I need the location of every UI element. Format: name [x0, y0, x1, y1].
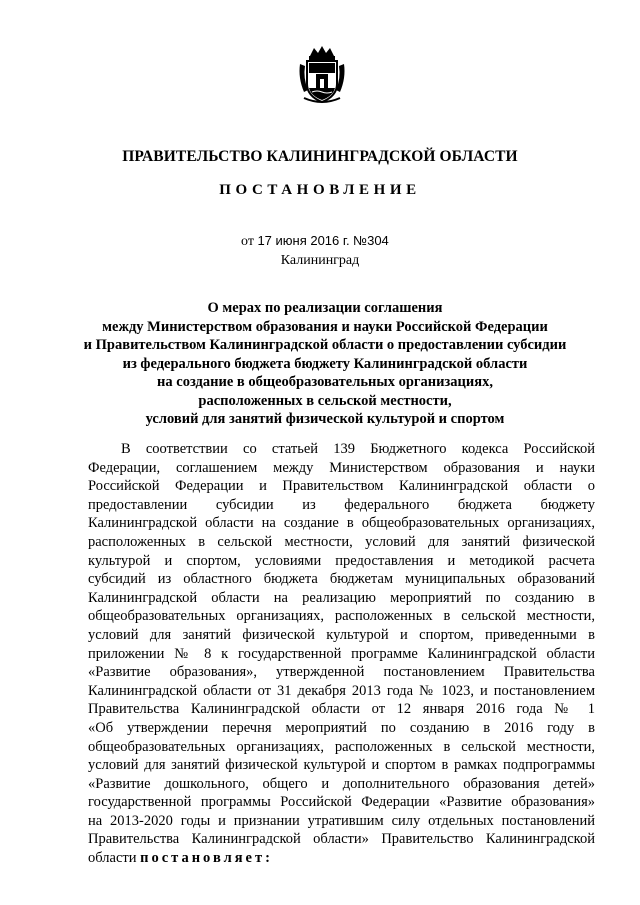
subject-line: и Правительством Калининградской области о предоставлении субсидии	[83, 337, 567, 353]
body-line: приложении № 8 к государственной программе Калининградской области	[88, 645, 595, 662]
body-line: В соответствии со статьей 139 Бюджетного кодекса Российской	[121, 441, 595, 457]
document-type: ПОСТАНОВЛЕНИЕ	[219, 182, 421, 198]
subject-line: на создание в общеобразовательных организациях,	[157, 374, 493, 390]
body-final-prefix: области	[88, 850, 137, 867]
body-line: Калининградской области на реализацию мероприятий по созданию в	[88, 589, 595, 606]
organization-name: ПРАВИТЕЛЬСТВО КАЛИНИНГРАДСКОЙ ОБЛАСТИ	[122, 148, 518, 165]
body-line: общеобразовательных организациях, расположенных в сельской местности,	[88, 608, 595, 625]
body-line: Калининградской области на создание в общеобразовательных организациях,	[88, 515, 595, 532]
body-line: Российской Федерации и Правительством Калининградской области о	[88, 478, 595, 495]
body-line: «Об утверждении перечня мероприятий по созданию в 2016 году в	[88, 719, 595, 736]
city-name: Калининград	[280, 253, 360, 268]
body-line: условий для занятий физической культурой и спортом, приведенными в	[88, 626, 595, 643]
date-number-line	[241, 233, 389, 250]
body-line: государственной программы Российской Федерации «Развитие образования»	[88, 794, 595, 811]
body-line: Федерации, соглашением между Министерством образования и науки	[88, 459, 595, 476]
body-line: Калининградской области от 31 декабря 2013 года № 1023, и постановлением	[88, 682, 595, 699]
subject-line: из федерального бюджета бюджету Калининградской области	[122, 355, 528, 372]
body-line: культурой и спортом, условиями предоставления и методикой расчета	[88, 552, 595, 569]
body-line: общеобразовательных организациях, расположенных в сельской местности,	[88, 738, 595, 755]
body-line: расположенных в сельской местности, условий для занятий физической	[88, 533, 595, 550]
body-line: на 2013-2020 годы и признании утратившим силу отдельных постановлений	[88, 812, 595, 829]
body-paragraph	[88, 440, 595, 868]
date-value: 17 июня 2016 г.	[257, 233, 350, 248]
resolves-verb: постановляет:	[140, 850, 273, 867]
subject-line: расположенных в сельской местности,	[198, 392, 452, 409]
body-line: условий для занятий физической культурой и спортом в рамках подпрограммы	[88, 757, 595, 774]
date-prefix: от	[241, 234, 254, 249]
document-number: №304	[353, 233, 389, 248]
body-final-line	[88, 849, 595, 868]
subject-line: между Министерством образования и науки Российской Федерации	[102, 318, 548, 335]
body-line: Правительства Калининградской области» Правительство Калининградской	[88, 831, 595, 848]
body-line: Правительства Калининградской области от 12 января 2016 года № 1	[88, 701, 595, 718]
subject-line: О мерах по реализации соглашения	[207, 300, 443, 316]
document-subject	[70, 299, 580, 429]
subject-line: условий для занятий физической культурой и спортом	[145, 411, 505, 427]
body-line: «Развитие дошкольного, общего и дополнительного образования детей»	[88, 775, 595, 792]
body-line: «Развитие образования», утвержденной постановлением Правительства	[88, 664, 595, 681]
body-line: субсидий из областного бюджета бюджетам муниципальных образований	[88, 571, 595, 588]
coat-of-arms-emblem-icon	[296, 44, 348, 106]
body-line: предоставлении субсидии из федерального бюджета бюджету	[88, 496, 595, 513]
